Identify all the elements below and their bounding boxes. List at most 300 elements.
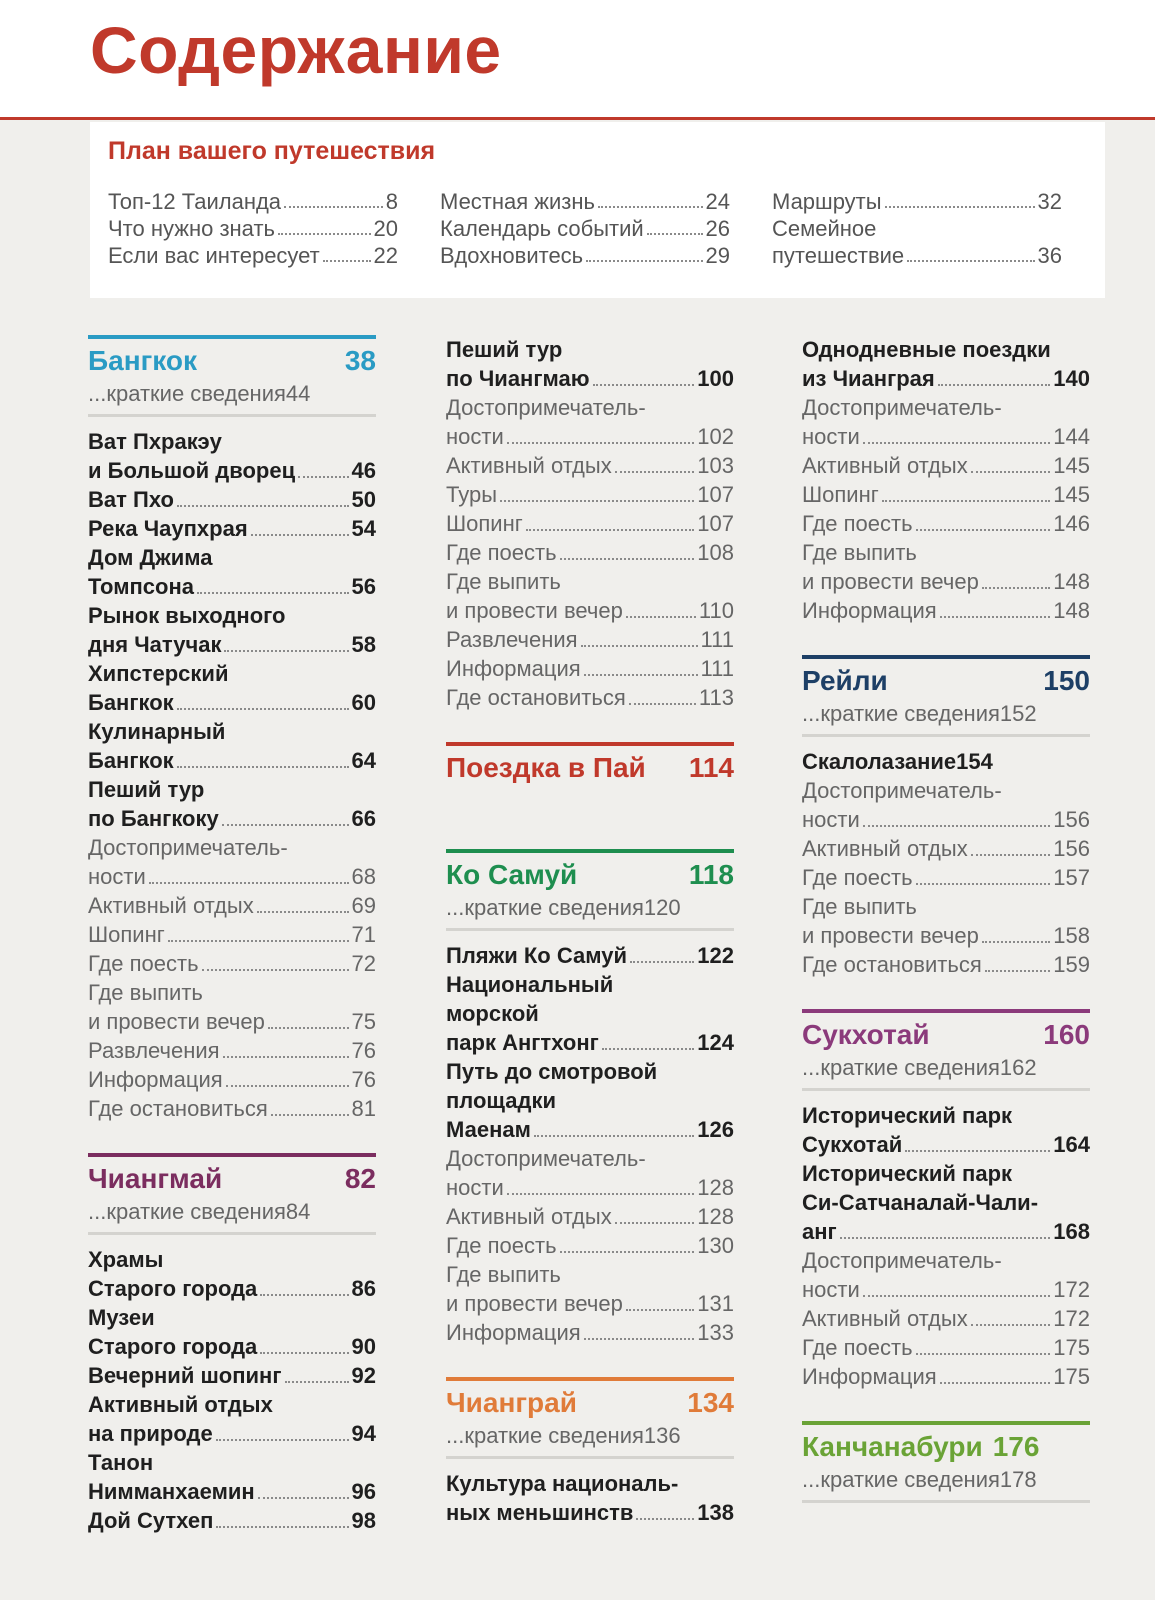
entry-line: Достопримечатель- (446, 1146, 646, 1171)
dot-leader (647, 233, 703, 235)
entry-line (802, 1333, 1090, 1362)
entry-text: и провести вечер (446, 1291, 623, 1316)
plan-item-text: Если вас интересует (108, 243, 320, 268)
entry-line (802, 451, 1090, 480)
toc-entry[interactable] (802, 393, 1090, 451)
entry-text: Активный отдых (802, 1306, 968, 1331)
dot-leader (500, 500, 694, 502)
toc-entry[interactable] (802, 596, 1090, 625)
entry-line (88, 746, 376, 775)
section-summary[interactable] (446, 894, 734, 922)
toc-entry[interactable] (446, 335, 734, 393)
dot-leader (278, 233, 371, 235)
entry-line: Однодневные поездки (802, 337, 1051, 362)
section-summary[interactable] (802, 1054, 1090, 1082)
entry-line (446, 1318, 734, 1347)
entry-line: морской (446, 1001, 539, 1026)
toc-entry[interactable] (802, 335, 1090, 393)
toc-section (802, 1009, 1090, 1391)
plan-item[interactable] (440, 215, 730, 242)
entry-line: Пеший тур (446, 337, 563, 362)
entry-line (802, 1304, 1090, 1333)
dot-leader (226, 1085, 349, 1087)
summary-text: ...краткие сведения (446, 895, 644, 920)
entry-line: Достопримечатель- (802, 395, 1002, 420)
entry-text: Информация (88, 1067, 223, 1092)
entry-text: из Чианграя (802, 366, 935, 391)
page-number: 81 (351, 1096, 376, 1121)
toc-entry[interactable] (802, 1333, 1090, 1362)
page-number: 46 (351, 458, 376, 483)
entry-text: Старого города (88, 1334, 258, 1359)
plan-item[interactable] (108, 242, 398, 269)
entry-line (446, 422, 734, 451)
page-number: 145 (1053, 482, 1090, 507)
section-title[interactable] (802, 1428, 1090, 1466)
dot-leader (534, 1135, 694, 1137)
toc-entry[interactable] (802, 1304, 1090, 1333)
section-summary[interactable] (802, 1466, 1090, 1494)
entry-text: Шопинг (446, 511, 523, 536)
section-title[interactable] (446, 749, 734, 787)
dot-leader (584, 674, 698, 676)
section-divider (88, 414, 376, 417)
toc-section (802, 335, 1090, 625)
dot-leader (593, 384, 695, 386)
section-name: Поездка в Пай (446, 752, 646, 783)
entry-line: Активный отдых (88, 1392, 273, 1417)
entry-line: Танон (88, 1450, 154, 1475)
toc-section (88, 1153, 376, 1535)
page-number: 26 (705, 216, 730, 241)
toc-section (446, 849, 734, 1347)
summary-text: ...краткие сведения (802, 701, 1000, 726)
entry-line (802, 509, 1090, 538)
page-number: 75 (351, 1009, 376, 1034)
dot-leader (202, 969, 349, 971)
toc-entry[interactable] (88, 1506, 376, 1535)
section-title[interactable] (88, 342, 376, 380)
page-number: 175 (1053, 1335, 1090, 1360)
entry-line (802, 1217, 1090, 1246)
toc-entry[interactable] (446, 941, 734, 970)
entry-text: Где остановиться (88, 1096, 268, 1121)
page-number: 44 (285, 381, 311, 406)
toc-entry[interactable] (446, 1231, 734, 1260)
toc-entry[interactable] (802, 834, 1090, 863)
dot-leader (298, 476, 348, 478)
dot-leader (260, 1294, 348, 1296)
entry-line: Где выпить (446, 569, 561, 594)
toc-column-1 (88, 335, 376, 1565)
dot-leader (260, 1352, 348, 1354)
toc-entry[interactable] (88, 891, 376, 920)
toc-entry[interactable] (88, 1245, 376, 1303)
entry-line (446, 451, 734, 480)
entry-line (88, 514, 376, 543)
dot-leader (224, 650, 348, 652)
dot-leader (863, 1295, 1051, 1297)
toc-entry[interactable] (446, 538, 734, 567)
page-number: 130 (697, 1233, 734, 1258)
entry-line (802, 921, 1090, 950)
dot-leader (177, 766, 349, 768)
dot-leader (197, 592, 349, 594)
entry-text: и провести вечер (802, 569, 979, 594)
plan-box (90, 122, 1105, 298)
section-summary[interactable] (802, 700, 1090, 728)
toc-entry[interactable] (802, 509, 1090, 538)
toc-entry[interactable] (88, 485, 376, 514)
section-summary[interactable] (88, 380, 376, 408)
section-name: Бангкок (88, 345, 198, 376)
toc-entry[interactable] (802, 892, 1090, 950)
entry-line: Путь до смотровой (446, 1059, 658, 1084)
section-title[interactable] (446, 1384, 734, 1422)
page-number: 158 (1053, 923, 1090, 948)
dot-leader (507, 1193, 695, 1195)
page-number: 64 (351, 748, 376, 773)
entry-line (88, 862, 376, 891)
toc-entry[interactable] (88, 775, 376, 833)
summary-text: ...краткие сведения (88, 381, 286, 406)
section-page: 118 (688, 859, 734, 890)
entry-line (88, 1332, 376, 1361)
dot-leader (905, 1150, 1050, 1152)
section-title[interactable] (88, 1160, 376, 1198)
toc-entry[interactable] (802, 1159, 1090, 1246)
entry-text: Активный отдых (446, 1204, 612, 1229)
page-number: 113 (698, 685, 734, 710)
entry-line (446, 1115, 734, 1144)
toc-entry[interactable] (88, 717, 376, 775)
entry-text: ности (802, 1277, 860, 1302)
entry-line: Достопримечатель- (446, 395, 646, 420)
page-number: 108 (697, 540, 734, 565)
plan-item-text: Маршруты (772, 189, 882, 214)
section-header (446, 1377, 734, 1450)
toc-section (446, 742, 734, 819)
section-header (446, 742, 734, 787)
toc-entry[interactable] (446, 1469, 734, 1527)
dot-leader (560, 558, 695, 560)
entry-line (446, 509, 734, 538)
entry-line (446, 364, 734, 393)
entry-line (802, 1362, 1090, 1391)
toc-entry[interactable] (88, 1303, 376, 1361)
page-number: 172 (1053, 1277, 1090, 1302)
toc-section (802, 1421, 1090, 1503)
dot-leader (940, 1382, 1051, 1384)
toc-section (802, 655, 1090, 979)
dot-leader (216, 1439, 349, 1441)
entry-line (802, 950, 1090, 979)
plan-column-3 (772, 188, 1062, 269)
entry-text: ности (88, 864, 146, 889)
plan-item[interactable] (772, 188, 1062, 215)
page-number: 32 (1037, 189, 1062, 214)
toc-entry[interactable] (802, 863, 1090, 892)
entry-line (88, 630, 376, 659)
page-number: 136 (643, 1423, 681, 1448)
page-number: 131 (697, 1291, 734, 1316)
plan-item[interactable] (108, 188, 398, 215)
toc-entry[interactable] (446, 970, 734, 1057)
toc-entry[interactable] (88, 1448, 376, 1506)
title-rule (0, 117, 1155, 120)
section-divider (446, 928, 734, 931)
toc-entry[interactable] (446, 1260, 734, 1318)
dot-leader (581, 645, 698, 647)
section-page: 114 (688, 752, 734, 783)
page-number: 50 (351, 487, 376, 512)
dot-leader (268, 1027, 349, 1029)
header (0, 0, 1155, 118)
entry-line: площадки (446, 1088, 556, 1113)
entry-text: Бангкок (88, 690, 174, 715)
section-header (88, 335, 376, 408)
entry-text: Активный отдых (802, 836, 968, 861)
entry-line: Где выпить (88, 980, 203, 1005)
entry-line: Рынок выходного (88, 603, 286, 628)
toc-entry[interactable] (446, 1202, 734, 1231)
section-title[interactable] (446, 856, 734, 894)
dot-leader (284, 206, 383, 208)
toc-entry[interactable] (88, 1065, 376, 1094)
entry-line (802, 1275, 1090, 1304)
page-number: 120 (643, 895, 681, 920)
section-summary[interactable] (446, 1422, 734, 1450)
entry-line: Кулинарный (88, 719, 226, 744)
entry-text: Бангкок (88, 748, 174, 773)
toc-entry[interactable] (802, 1101, 1090, 1159)
entry-line (802, 364, 1090, 393)
page-number: 110 (698, 598, 734, 623)
entry-line (446, 1028, 734, 1057)
toc-entry[interactable] (802, 480, 1090, 509)
summary-text: ...краткие сведения (802, 1467, 1000, 1492)
toc-entry[interactable] (88, 920, 376, 949)
toc-entry[interactable] (446, 625, 734, 654)
section-page: 176 (992, 1431, 1040, 1462)
entry-line (88, 572, 376, 601)
dot-leader (598, 206, 703, 208)
toc-entry[interactable] (802, 451, 1090, 480)
entry-text: ности (802, 424, 860, 449)
toc-section (446, 335, 734, 712)
entry-text: Томпсона (88, 574, 194, 599)
dot-leader (971, 471, 1051, 473)
entry-text: Активный отдых (802, 453, 968, 478)
toc-entry[interactable] (88, 659, 376, 717)
toc-entry[interactable] (802, 1362, 1090, 1391)
dot-leader (882, 500, 1051, 502)
page-number: 128 (697, 1175, 734, 1200)
entry-line (446, 1289, 734, 1318)
plan-title: План вашего путешествия (108, 137, 436, 165)
summary-text: ...краткие сведения (802, 1055, 1000, 1080)
entry-line (802, 596, 1090, 625)
section-name: Ко Самуй (446, 859, 578, 890)
summary-text: ...краткие сведения (446, 1423, 644, 1448)
plan-item[interactable] (772, 215, 1062, 242)
dot-leader (257, 911, 349, 913)
entry-line (88, 1094, 376, 1123)
entry-text: Старого города (88, 1276, 258, 1301)
dot-leader (938, 384, 1051, 386)
dot-leader (586, 260, 702, 262)
page-number: 124 (697, 1030, 734, 1055)
section-page: 38 (344, 345, 376, 376)
entry-text: Маенам (446, 1117, 531, 1142)
toc-entry[interactable] (446, 393, 734, 451)
page-number: 111 (700, 656, 734, 681)
entry-line (446, 538, 734, 567)
entry-line: Национальный (446, 972, 614, 997)
dot-leader (907, 260, 1034, 262)
entry-text: Информация (446, 656, 581, 681)
page-number: 29 (705, 243, 730, 268)
dot-leader (971, 854, 1051, 856)
page-number: 56 (351, 574, 376, 599)
plan-column-1 (108, 188, 398, 269)
page-number: 69 (351, 893, 376, 918)
page-number: 103 (697, 453, 734, 478)
dot-leader (985, 970, 1051, 972)
section-header (802, 1421, 1090, 1494)
toc-entry[interactable] (446, 1318, 734, 1347)
entry-text: и провести вечер (446, 598, 623, 623)
dot-leader (916, 529, 1051, 531)
toc-entry[interactable] (88, 978, 376, 1036)
page-number: 71 (351, 922, 376, 947)
section-title[interactable] (802, 1016, 1090, 1054)
plan-item[interactable] (772, 242, 1062, 269)
page-number: 36 (1037, 243, 1062, 268)
toc-entry[interactable] (802, 776, 1090, 834)
section-header (802, 1009, 1090, 1082)
entry-line (446, 1231, 734, 1260)
toc-entry[interactable] (802, 1246, 1090, 1304)
toc-entry[interactable] (446, 509, 734, 538)
toc-entry[interactable] (446, 1144, 734, 1202)
entry-line (446, 596, 734, 625)
section-page: 82 (344, 1163, 376, 1194)
section-name: Рейли (802, 665, 888, 696)
toc-entry[interactable] (88, 833, 376, 891)
entry-line (88, 456, 376, 485)
entry-line (446, 480, 734, 509)
dot-leader (636, 1518, 694, 1520)
toc-entry[interactable] (88, 427, 376, 485)
entry-line (88, 1036, 376, 1065)
entry-text: Скалолазание (802, 749, 957, 774)
page-number: 159 (1053, 952, 1090, 977)
entry-text: ности (446, 1175, 504, 1200)
toc-entry[interactable] (446, 654, 734, 683)
toc-entry[interactable] (802, 538, 1090, 596)
entry-line (88, 1361, 376, 1390)
toc-entry[interactable] (446, 683, 734, 712)
toc-entry[interactable] (446, 480, 734, 509)
toc-entry[interactable] (88, 543, 376, 601)
plan-item[interactable] (440, 242, 730, 269)
entry-text: парк Ангтхонг (446, 1030, 599, 1055)
page-number: 76 (351, 1067, 376, 1092)
page-number: 126 (697, 1117, 734, 1142)
page-number: 178 (999, 1467, 1037, 1492)
entry-line (88, 1274, 376, 1303)
entry-line (88, 1506, 376, 1535)
plan-item[interactable] (108, 215, 398, 242)
entry-text: и провести вечер (802, 923, 979, 948)
toc-entry[interactable] (446, 567, 734, 625)
toc-entry[interactable] (88, 1390, 376, 1448)
dot-leader (177, 708, 349, 710)
toc-entry[interactable] (88, 1361, 376, 1390)
toc-entry[interactable] (88, 514, 376, 543)
page-number: 90 (351, 1334, 376, 1359)
toc-entry[interactable] (802, 950, 1090, 979)
entry-line (88, 804, 376, 833)
page-number: 145 (1053, 453, 1090, 478)
toc-entry[interactable] (88, 601, 376, 659)
dot-leader (916, 1353, 1051, 1355)
entry-line (88, 1065, 376, 1094)
page-number: 60 (351, 690, 376, 715)
dot-leader (560, 1251, 695, 1253)
page-number: 111 (700, 627, 734, 652)
page-number: 98 (351, 1508, 376, 1533)
entry-line (88, 688, 376, 717)
entry-line: Где выпить (802, 894, 917, 919)
page-number: 102 (697, 424, 734, 449)
entry-line (802, 1130, 1090, 1159)
dot-leader (885, 206, 1035, 208)
page-number: 154 (956, 749, 993, 774)
toc-entry[interactable] (802, 747, 1090, 776)
section-summary[interactable] (88, 1198, 376, 1226)
entry-line (88, 1007, 376, 1036)
entry-text: Активный отдых (446, 453, 612, 478)
toc-entry[interactable] (88, 1094, 376, 1123)
toc-section (446, 1377, 734, 1527)
dot-leader (840, 1237, 1051, 1239)
dot-leader (149, 882, 349, 884)
toc-entry[interactable] (446, 451, 734, 480)
page-number: 152 (999, 701, 1037, 726)
page-number: 157 (1053, 865, 1090, 890)
toc-entry[interactable] (446, 1057, 734, 1144)
entry-line (802, 747, 1090, 776)
page-number: 92 (351, 1363, 376, 1388)
section-page: 150 (1043, 665, 1090, 696)
toc-entry[interactable] (88, 949, 376, 978)
dot-leader (982, 587, 1050, 589)
section-page: 134 (687, 1387, 734, 1418)
dot-leader (285, 1381, 349, 1383)
page-number: 164 (1053, 1132, 1090, 1157)
dot-leader (626, 1309, 694, 1311)
section-title[interactable] (802, 662, 1090, 700)
page-number: 138 (697, 1500, 734, 1525)
page-number: 156 (1053, 836, 1090, 861)
page-number: 122 (697, 943, 734, 968)
toc-entry[interactable] (88, 1036, 376, 1065)
section-divider (88, 1232, 376, 1235)
entry-text: по Бангкоку (88, 806, 219, 831)
plan-item[interactable] (440, 188, 730, 215)
